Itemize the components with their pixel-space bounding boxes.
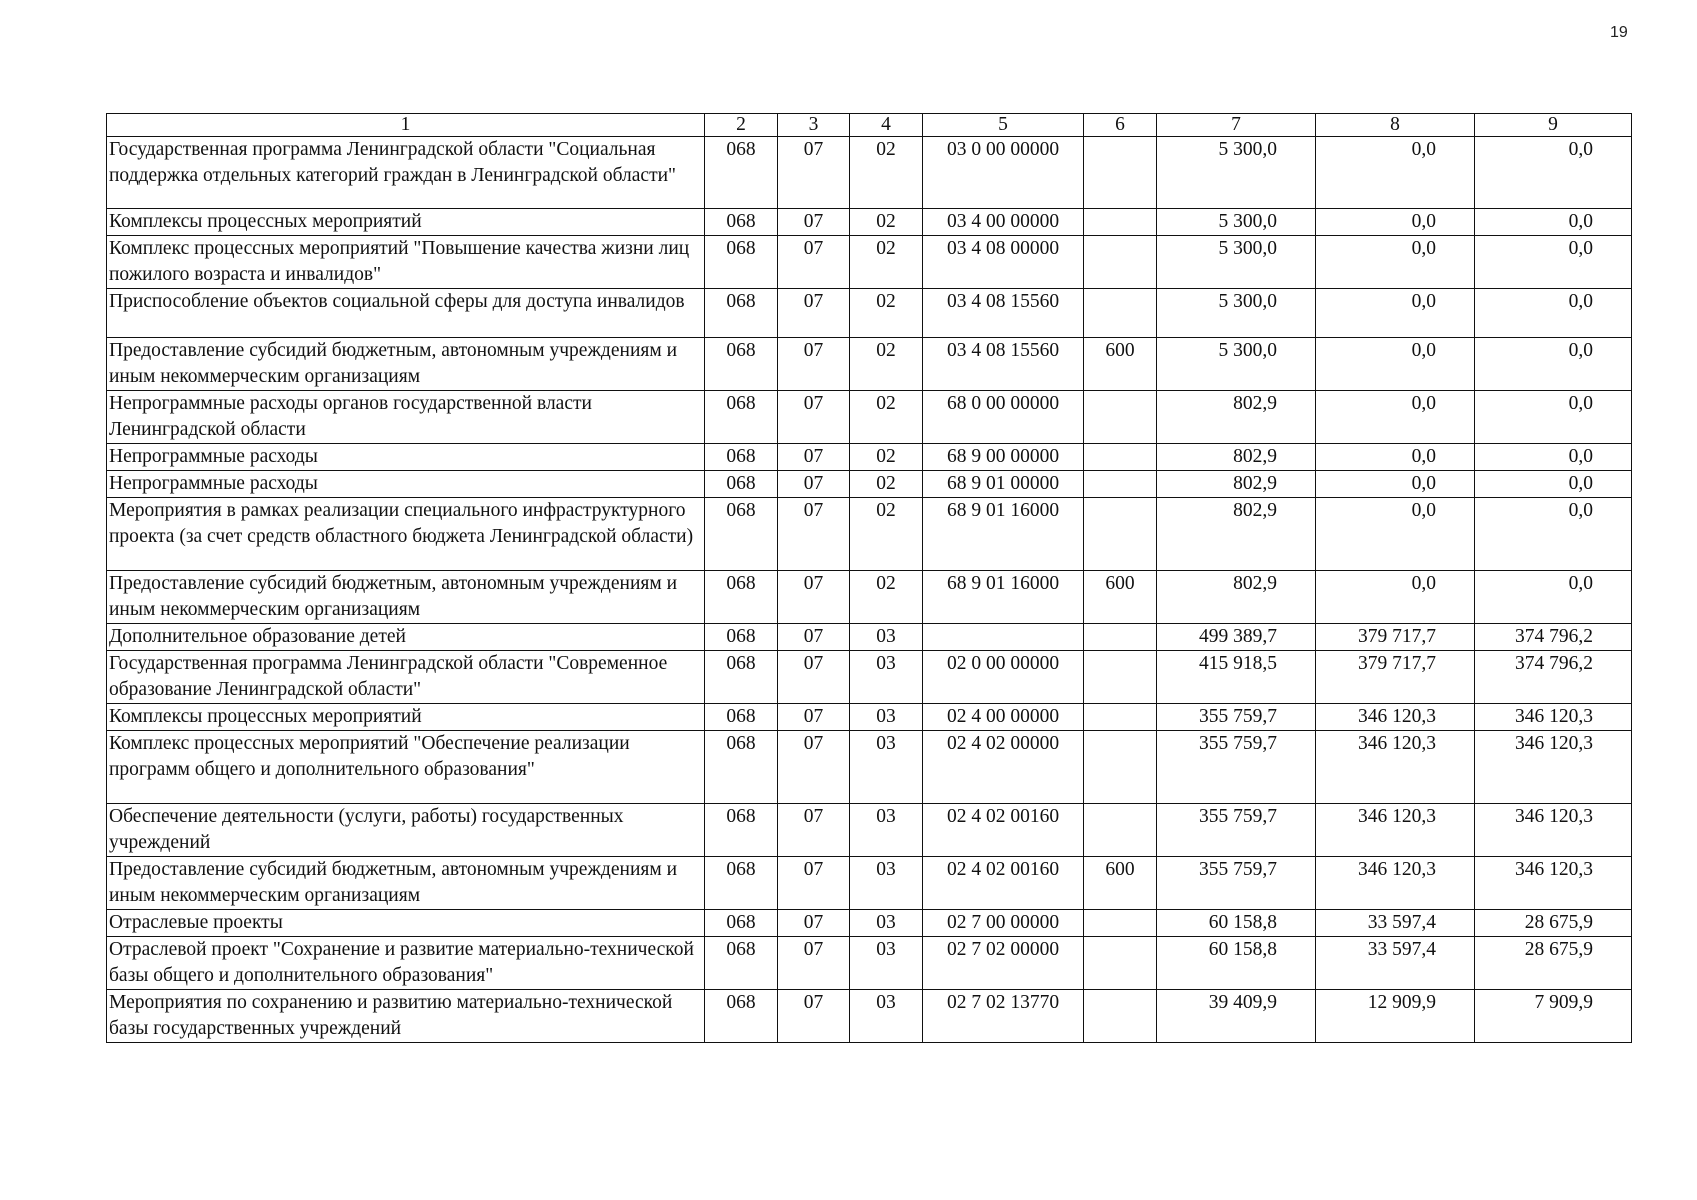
amount-year1-cell: 802,9 — [1157, 471, 1316, 498]
amount-year1-cell: 802,9 — [1157, 571, 1316, 624]
table-row — [107, 704, 1632, 731]
amount-year3-cell: 0,0 — [1475, 471, 1632, 498]
target-article-cell: 02 7 00 00000 — [923, 910, 1084, 937]
section-cell: 07 — [778, 236, 850, 289]
section-cell: 07 — [778, 471, 850, 498]
target-article-cell: 03 0 00 00000 — [923, 137, 1084, 209]
admin-code-cell: 068 — [705, 571, 778, 624]
expense-type-cell — [1084, 704, 1157, 731]
table-row — [107, 391, 1632, 444]
admin-code-cell: 068 — [705, 651, 778, 704]
table-row — [107, 471, 1632, 498]
amount-year3-cell: 28 675,9 — [1475, 910, 1632, 937]
table-row — [107, 910, 1632, 937]
section-cell: 07 — [778, 444, 850, 471]
subsection-cell: 03 — [850, 857, 923, 910]
amount-year1-cell: 802,9 — [1157, 498, 1316, 571]
row-name-cell: Предоставление субсидий бюджетным, автономным учреждениям и иным некоммерческим организациям — [107, 571, 705, 624]
target-article-cell: 03 4 00 00000 — [923, 209, 1084, 236]
amount-year3-cell: 0,0 — [1475, 498, 1632, 571]
admin-code-cell: 068 — [705, 236, 778, 289]
amount-year3-cell: 374 796,2 — [1475, 624, 1632, 651]
amount-year2-cell: 0,0 — [1316, 498, 1475, 571]
row-name-cell: Мероприятия по сохранению и развитию материально-технической базы государственных учреждений — [107, 990, 705, 1043]
section-cell: 07 — [778, 857, 850, 910]
subsection-cell: 02 — [850, 209, 923, 236]
target-article-cell: 68 0 00 00000 — [923, 391, 1084, 444]
section-cell: 07 — [778, 391, 850, 444]
subsection-cell: 02 — [850, 236, 923, 289]
table-row — [107, 498, 1632, 571]
column-header: 7 — [1157, 114, 1316, 137]
page-number: 19 — [1610, 24, 1628, 41]
subsection-cell: 02 — [850, 289, 923, 338]
amount-year2-cell: 0,0 — [1316, 571, 1475, 624]
expense-type-cell — [1084, 289, 1157, 338]
admin-code-cell: 068 — [705, 338, 778, 391]
expense-type-cell: 600 — [1084, 571, 1157, 624]
target-article-cell: 03 4 08 00000 — [923, 236, 1084, 289]
amount-year2-cell: 0,0 — [1316, 209, 1475, 236]
subsection-cell: 03 — [850, 624, 923, 651]
column-header: 2 — [705, 114, 778, 137]
row-name-cell: Отраслевые проекты — [107, 910, 705, 937]
amount-year2-cell: 33 597,4 — [1316, 937, 1475, 990]
column-header: 3 — [778, 114, 850, 137]
amount-year2-cell: 12 909,9 — [1316, 990, 1475, 1043]
amount-year1-cell: 5 300,0 — [1157, 289, 1316, 338]
amount-year3-cell: 0,0 — [1475, 338, 1632, 391]
target-article-cell: 02 7 02 00000 — [923, 937, 1084, 990]
table-row — [107, 209, 1632, 236]
row-name-cell: Предоставление субсидий бюджетным, автономным учреждениям и иным некоммерческим организациям — [107, 338, 705, 391]
table-header-row — [107, 114, 1632, 137]
row-name-cell: Предоставление субсидий бюджетным, автономным учреждениям и иным некоммерческим организациям — [107, 857, 705, 910]
admin-code-cell: 068 — [705, 391, 778, 444]
section-cell: 07 — [778, 624, 850, 651]
subsection-cell: 02 — [850, 471, 923, 498]
amount-year3-cell: 0,0 — [1475, 236, 1632, 289]
target-article-cell: 02 4 02 00160 — [923, 804, 1084, 857]
amount-year3-cell: 0,0 — [1475, 209, 1632, 236]
target-article-cell: 68 9 00 00000 — [923, 444, 1084, 471]
target-article-cell: 02 7 02 13770 — [923, 990, 1084, 1043]
table-row — [107, 137, 1632, 209]
table-row — [107, 338, 1632, 391]
row-name-cell: Комплекс процессных мероприятий "Обеспечение реализации программ общего и дополнительного образования" — [107, 731, 705, 804]
section-cell: 07 — [778, 910, 850, 937]
expense-type-cell — [1084, 391, 1157, 444]
expense-type-cell — [1084, 236, 1157, 289]
amount-year1-cell: 39 409,9 — [1157, 990, 1316, 1043]
amount-year2-cell: 0,0 — [1316, 471, 1475, 498]
amount-year1-cell: 355 759,7 — [1157, 704, 1316, 731]
row-name-cell: Комплекс процессных мероприятий "Повышение качества жизни лиц пожилого возраста и инвалидов" — [107, 236, 705, 289]
expense-type-cell — [1084, 990, 1157, 1043]
target-article-cell: 03 4 08 15560 — [923, 289, 1084, 338]
expense-type-cell — [1084, 731, 1157, 804]
target-article-cell: 68 9 01 00000 — [923, 471, 1084, 498]
amount-year2-cell: 379 717,7 — [1316, 651, 1475, 704]
expense-type-cell — [1084, 910, 1157, 937]
amount-year1-cell: 5 300,0 — [1157, 137, 1316, 209]
target-article-cell: 03 4 08 15560 — [923, 338, 1084, 391]
amount-year2-cell: 0,0 — [1316, 137, 1475, 209]
amount-year3-cell: 0,0 — [1475, 391, 1632, 444]
amount-year1-cell: 802,9 — [1157, 444, 1316, 471]
amount-year1-cell: 355 759,7 — [1157, 804, 1316, 857]
section-cell: 07 — [778, 937, 850, 990]
section-cell: 07 — [778, 289, 850, 338]
amount-year3-cell: 0,0 — [1475, 137, 1632, 209]
column-header: 8 — [1316, 114, 1475, 137]
section-cell: 07 — [778, 571, 850, 624]
target-article-cell: 02 4 02 00160 — [923, 857, 1084, 910]
admin-code-cell: 068 — [705, 624, 778, 651]
amount-year1-cell: 5 300,0 — [1157, 338, 1316, 391]
expense-type-cell — [1084, 471, 1157, 498]
amount-year3-cell: 346 120,3 — [1475, 731, 1632, 804]
expense-type-cell — [1084, 444, 1157, 471]
table-row — [107, 624, 1632, 651]
column-header: 5 — [923, 114, 1084, 137]
amount-year2-cell: 0,0 — [1316, 338, 1475, 391]
table-row — [107, 937, 1632, 990]
subsection-cell: 03 — [850, 990, 923, 1043]
column-header: 6 — [1084, 114, 1157, 137]
subsection-cell: 03 — [850, 651, 923, 704]
section-cell: 07 — [778, 804, 850, 857]
amount-year3-cell: 374 796,2 — [1475, 651, 1632, 704]
expense-type-cell — [1084, 804, 1157, 857]
expense-type-cell — [1084, 209, 1157, 236]
admin-code-cell: 068 — [705, 990, 778, 1043]
amount-year1-cell: 60 158,8 — [1157, 937, 1316, 990]
column-header: 1 — [107, 114, 705, 137]
table-row — [107, 731, 1632, 804]
section-cell: 07 — [778, 137, 850, 209]
amount-year3-cell: 346 120,3 — [1475, 857, 1632, 910]
target-article-cell: 02 4 02 00000 — [923, 731, 1084, 804]
admin-code-cell: 068 — [705, 209, 778, 236]
amount-year3-cell: 0,0 — [1475, 571, 1632, 624]
subsection-cell: 02 — [850, 444, 923, 471]
table-row — [107, 857, 1632, 910]
amount-year2-cell: 0,0 — [1316, 444, 1475, 471]
subsection-cell: 03 — [850, 937, 923, 990]
amount-year1-cell: 802,9 — [1157, 391, 1316, 444]
admin-code-cell: 068 — [705, 444, 778, 471]
subsection-cell: 03 — [850, 731, 923, 804]
admin-code-cell: 068 — [705, 498, 778, 571]
amount-year1-cell: 5 300,0 — [1157, 236, 1316, 289]
table-row — [107, 289, 1632, 338]
amount-year2-cell: 0,0 — [1316, 391, 1475, 444]
row-name-cell: Государственная программа Ленинградской области "Современное образование Ленинградской области" — [107, 651, 705, 704]
row-name-cell: Непрограммные расходы — [107, 471, 705, 498]
table-row — [107, 804, 1632, 857]
section-cell: 07 — [778, 651, 850, 704]
expense-type-cell: 600 — [1084, 338, 1157, 391]
admin-code-cell: 068 — [705, 804, 778, 857]
subsection-cell: 03 — [850, 804, 923, 857]
table-row — [107, 571, 1632, 624]
column-header: 4 — [850, 114, 923, 137]
target-article-cell — [923, 624, 1084, 651]
expense-type-cell — [1084, 624, 1157, 651]
amount-year1-cell: 60 158,8 — [1157, 910, 1316, 937]
section-cell: 07 — [778, 209, 850, 236]
admin-code-cell: 068 — [705, 937, 778, 990]
amount-year2-cell: 0,0 — [1316, 289, 1475, 338]
target-article-cell: 02 0 00 00000 — [923, 651, 1084, 704]
row-name-cell: Комплексы процессных мероприятий — [107, 209, 705, 236]
admin-code-cell: 068 — [705, 731, 778, 804]
row-name-cell: Непрограммные расходы органов государственной власти Ленинградской области — [107, 391, 705, 444]
table-row — [107, 236, 1632, 289]
amount-year2-cell: 346 120,3 — [1316, 857, 1475, 910]
amount-year2-cell: 33 597,4 — [1316, 910, 1475, 937]
row-name-cell: Мероприятия в рамках реализации специального инфраструктурного проекта (за счет средств областного бюджета Ленинградской области) — [107, 498, 705, 571]
subsection-cell: 02 — [850, 391, 923, 444]
amount-year2-cell: 346 120,3 — [1316, 804, 1475, 857]
subsection-cell: 02 — [850, 498, 923, 571]
admin-code-cell: 068 — [705, 137, 778, 209]
target-article-cell: 02 4 00 00000 — [923, 704, 1084, 731]
subsection-cell: 02 — [850, 571, 923, 624]
expense-type-cell — [1084, 937, 1157, 990]
expense-type-cell — [1084, 137, 1157, 209]
expense-type-cell: 600 — [1084, 857, 1157, 910]
admin-code-cell: 068 — [705, 910, 778, 937]
row-name-cell: Обеспечение деятельности (услуги, работы) государственных учреждений — [107, 804, 705, 857]
amount-year2-cell: 346 120,3 — [1316, 704, 1475, 731]
amount-year1-cell: 355 759,7 — [1157, 857, 1316, 910]
amount-year3-cell: 0,0 — [1475, 289, 1632, 338]
row-name-cell: Государственная программа Ленинградской области "Социальная поддержка отдельных категорий граждан в Ленинградской области" — [107, 137, 705, 209]
table-row — [107, 651, 1632, 704]
row-name-cell: Приспособление объектов социальной сферы для доступа инвалидов — [107, 289, 705, 338]
row-name-cell: Отраслевой проект "Сохранение и развитие материально-технической базы общего и дополнительного образования" — [107, 937, 705, 990]
admin-code-cell: 068 — [705, 857, 778, 910]
table-row — [107, 990, 1632, 1043]
section-cell: 07 — [778, 990, 850, 1043]
expense-type-cell — [1084, 498, 1157, 571]
table-row — [107, 444, 1632, 471]
subsection-cell: 03 — [850, 704, 923, 731]
amount-year1-cell: 499 389,7 — [1157, 624, 1316, 651]
admin-code-cell: 068 — [705, 289, 778, 338]
row-name-cell: Комплексы процессных мероприятий — [107, 704, 705, 731]
amount-year3-cell: 346 120,3 — [1475, 704, 1632, 731]
amount-year1-cell: 415 918,5 — [1157, 651, 1316, 704]
amount-year1-cell: 355 759,7 — [1157, 731, 1316, 804]
admin-code-cell: 068 — [705, 471, 778, 498]
section-cell: 07 — [778, 498, 850, 571]
column-header: 9 — [1475, 114, 1632, 137]
target-article-cell: 68 9 01 16000 — [923, 498, 1084, 571]
row-name-cell: Дополнительное образование детей — [107, 624, 705, 651]
section-cell: 07 — [778, 338, 850, 391]
amount-year3-cell: 0,0 — [1475, 444, 1632, 471]
amount-year2-cell: 379 717,7 — [1316, 624, 1475, 651]
amount-year2-cell: 346 120,3 — [1316, 731, 1475, 804]
amount-year1-cell: 5 300,0 — [1157, 209, 1316, 236]
admin-code-cell: 068 — [705, 704, 778, 731]
section-cell: 07 — [778, 731, 850, 804]
amount-year3-cell: 7 909,9 — [1475, 990, 1632, 1043]
target-article-cell: 68 9 01 16000 — [923, 571, 1084, 624]
subsection-cell: 03 — [850, 910, 923, 937]
expense-type-cell — [1084, 651, 1157, 704]
subsection-cell: 02 — [850, 338, 923, 391]
section-cell: 07 — [778, 704, 850, 731]
subsection-cell: 02 — [850, 137, 923, 209]
amount-year3-cell: 346 120,3 — [1475, 804, 1632, 857]
budget-table — [106, 113, 1632, 1043]
amount-year2-cell: 0,0 — [1316, 236, 1475, 289]
amount-year3-cell: 28 675,9 — [1475, 937, 1632, 990]
row-name-cell: Непрограммные расходы — [107, 444, 705, 471]
